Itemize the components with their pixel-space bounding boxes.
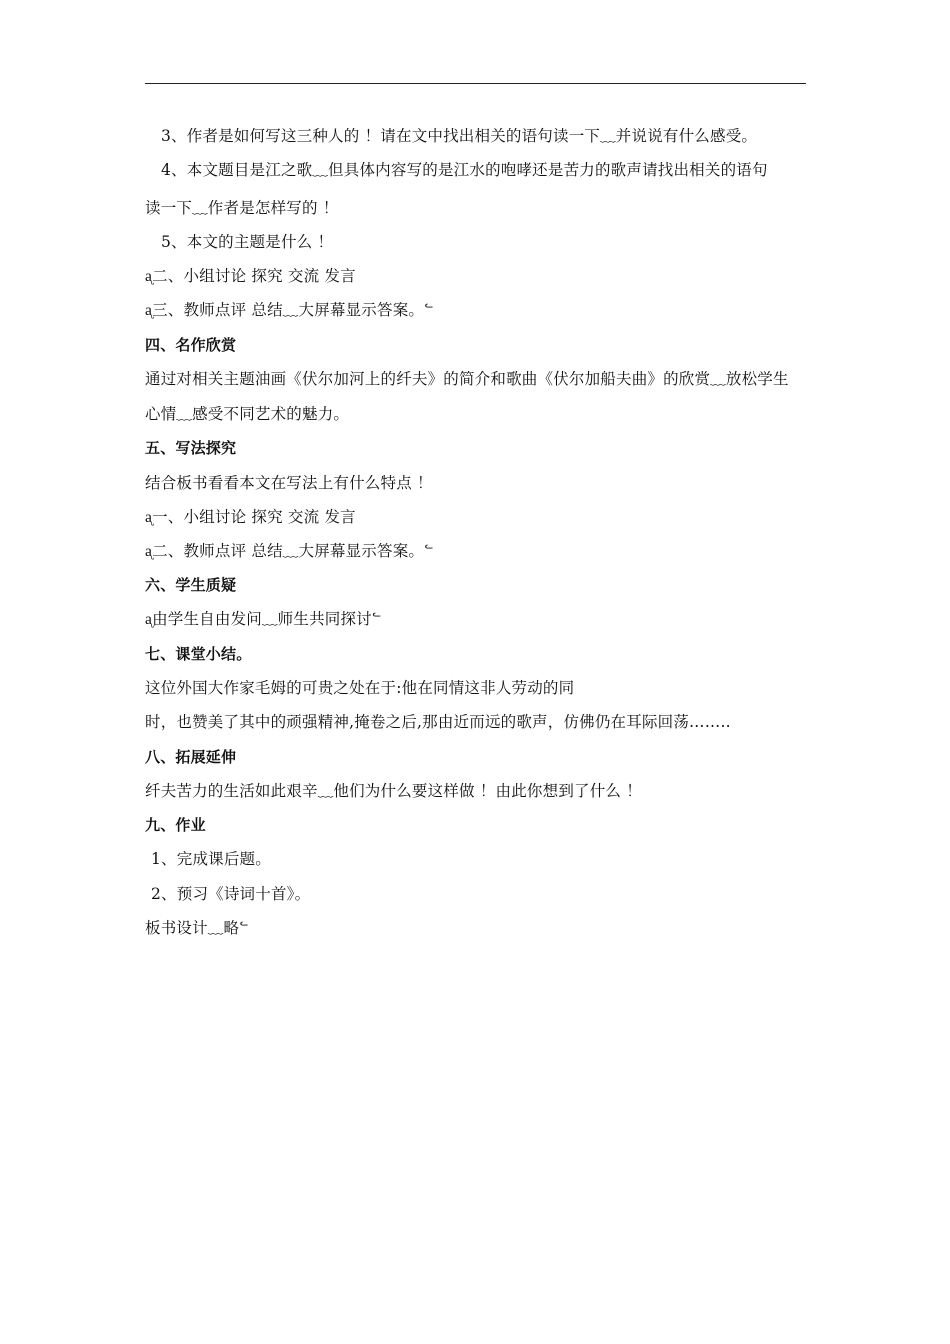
step-discussion: ᶏ二、小组讨论 探究 交流 发言 [145,267,356,285]
section-6-heading: 六、学生质疑 [145,576,237,594]
section-8-heading: 八、拓展延伸 [145,748,237,766]
section-7-heading: 七、课堂小结。 [145,645,252,663]
section-8-text: 纤夫苦力的生活如此艰辛﹏他们为什么要这样做 ！由此你想到了什么 ！ [145,782,642,800]
homework-2: 2、预习《诗词十首》。 [151,885,311,903]
section-5-heading: 五、写法探究 [145,439,237,457]
section-7-text-cont: 时，也赞美了其中的顽强精神,掩卷之后,那由近而远的歌声，仿佛仍在耳际回荡…….. [145,713,731,731]
homework-1: 1、完成课后题。 [151,850,271,868]
question-3: 3、作者是如何写这三种人的 ！请在文中找出相关的语句读一下﹏并说说有什么感受。 [161,127,758,145]
section-5-text: 结合板书看看本文在写法上有什么特点 ！ [145,474,433,492]
section-5-step-1: ᶏ一、小组讨论 探究 交流 发言 [145,508,356,526]
board-design: 板书设计﹏略ᓪ [145,919,249,937]
section-9-heading: 九、作业 [145,816,206,834]
header-rule [145,83,806,84]
section-4-heading: 四、名作欣赏 [145,336,237,354]
section-5-step-2: ᶏ二、教师点评 总结﹏大屏幕显示答案。ᓪ [145,542,434,560]
question-4-cont: 读一下﹏作者是怎样写的 ！ [145,199,339,217]
section-4-text: 通过对相关主题油画《伏尔加河上的纤夫》的简介和歌曲《伏尔加船夫曲》的欣赏﹏放松学生 [145,370,789,388]
step-teacher-summary: ᶏ三、教师点评 总结﹏大屏幕显示答案。ᓪ [145,301,434,319]
section-7-text: 这位外国大作家毛姆的可贵之处在于:他在同情这非人劳动的同 [145,679,575,697]
section-4-text-cont: 心情﹏感受不同艺术的魅力。 [145,405,350,423]
question-5: 5、本文的主题是什么 ！ [161,233,334,251]
question-4: 4、本文题目是江之歌﹏但具体内容写的是江水的咆哮还是苦力的歌声请找出相关的语句 [161,161,768,179]
section-6-text: ᶏ由学生自由发问﹏师生共同探讨ᓪ [145,610,382,628]
